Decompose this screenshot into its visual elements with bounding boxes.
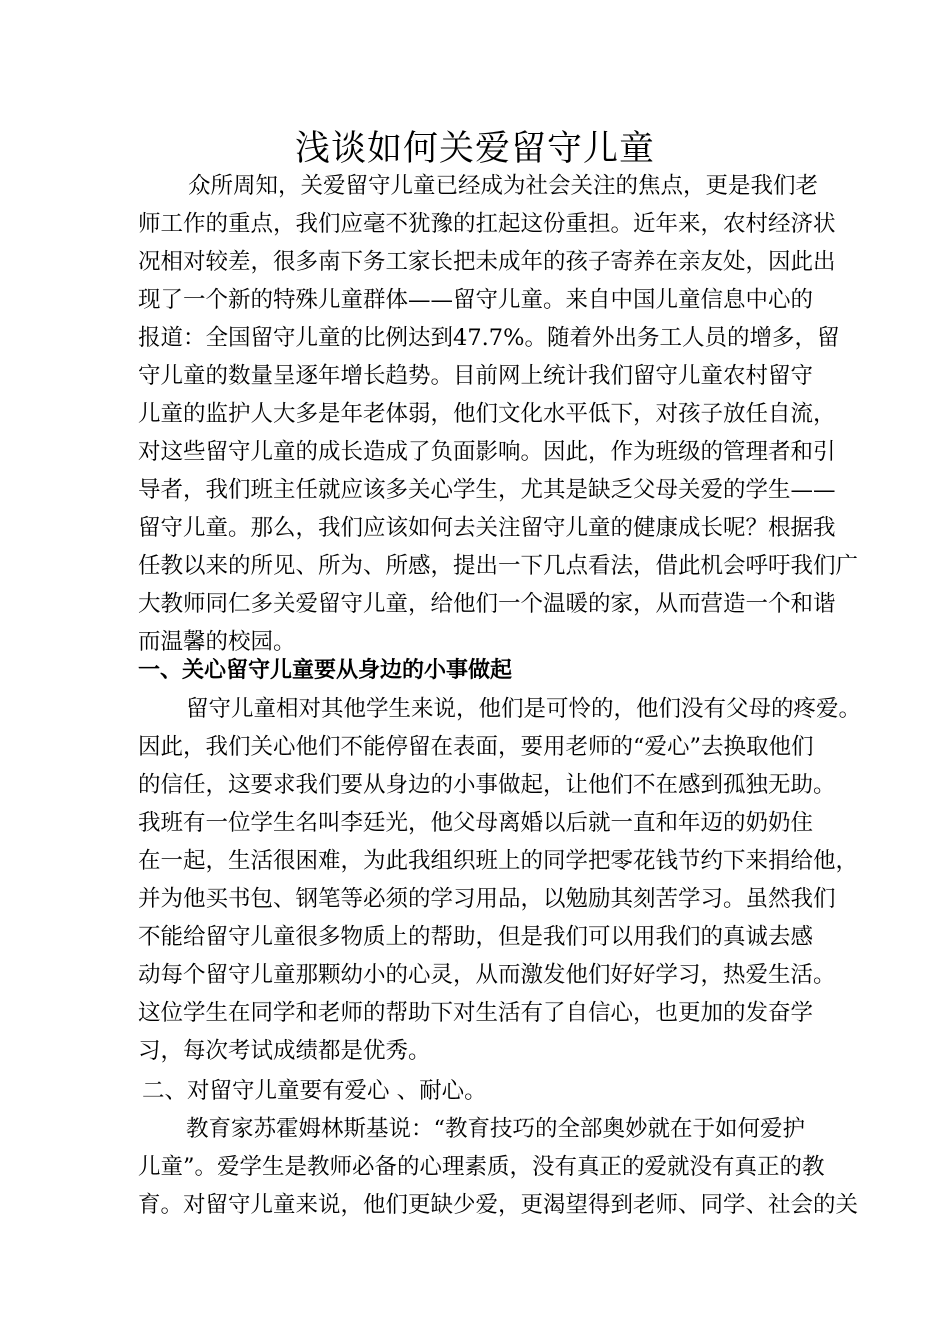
paragraph-line: 任教以来的所见、所为、所感，提出一下几点看法，借此机会呼吁我们广 — [138, 553, 859, 579]
paragraph-line: 导者，我们班主任就应该多关心学生，尤其是缺乏父母关爱的学生—— — [138, 477, 836, 503]
paragraph-line: 师工作的重点，我们应毫不犹豫的扛起这份重担。近年来，农村经济状 — [138, 211, 836, 237]
paragraph-line: 习，每次考试成绩都是优秀。 — [138, 1038, 431, 1064]
paragraph-line: 我班有一位学生名叫李廷光，他父母离婚以后就一直和年迈的奶奶住 — [138, 810, 814, 836]
paragraph-line: 现了一个新的特殊儿童群体——留守儿童。来自中国儿童信息中心的 — [138, 287, 814, 313]
paragraph-line: 留守儿童。那么，我们应该如何去关注留守儿童的健康成长呢？根据我 — [138, 515, 836, 541]
paragraph-line: 并为他买书包、钢笔等必须的学习用品，以勉励其刻苦学习。虽然我们 — [138, 886, 836, 912]
paragraph-line: 儿童”。爱学生是教师必备的心理素质，没有真正的爱就没有真正的教 — [138, 1154, 825, 1180]
paragraph-line: 育。对留守儿童来说，他们更缺少爱，更渴望得到老师、同学、社会的关 — [138, 1192, 859, 1218]
paragraph-line: 况相对较差，很多南下务工家长把未成年的孩子寄养在亲友处，因此出 — [138, 249, 836, 275]
paragraph-line: 留守儿童相对其他学生来说，他们是可怜的，他们没有父母的疼爱。 — [186, 696, 862, 722]
paragraph-line: 儿童的监护人大多是年老体弱，他们文化水平低下，对孩子放任自流， — [138, 401, 836, 427]
paragraph-line: 大教师同仁多关爱留守儿童，给他们一个温暖的家，从而营造一个和谐 — [138, 591, 836, 617]
paragraph-line: 的信任，这要求我们要从身边的小事做起，让他们不在感到孤独无助。 — [138, 772, 836, 798]
paragraph-line: 不能给留守儿童很多物质上的帮助，但是我们可以用我们的真诚去感 — [138, 924, 814, 950]
section-heading-1: 一、关心留守儿童要从身边的小事做起 — [138, 658, 513, 683]
paragraph-line: 报道：全国留守儿童的比例达到47.7%。随着外出务工人员的增多，留 — [138, 325, 840, 351]
paragraph-line: 动每个留守儿童那颗幼小的心灵，从而激发他们好好学习，热爱生活。 — [138, 962, 836, 988]
paragraph-line: 教育家苏霍姆林斯基说：“教育技巧的全部奥妙就在于如何爱护 — [186, 1116, 806, 1142]
paragraph-line: 对这些留守儿童的成长造成了负面影响。因此，作为班级的管理者和引 — [138, 439, 836, 465]
paragraph-line: 因此，我们关心他们不能停留在表面，要用老师的“爱心”去换取他们 — [138, 734, 814, 760]
paragraph-line: 这位学生在同学和老师的帮助下对生活有了自信心，也更加的发奋学 — [138, 1000, 814, 1026]
section-heading-2: 二、对留守儿童要有爱心 、耐心。 — [142, 1078, 487, 1104]
paragraph-line: 在一起，生活很困难，为此我组织班上的同学把零花钱节约下来捐给他， — [138, 848, 859, 874]
document-title: 浅谈如何关爱留守儿童 — [294, 129, 655, 169]
paragraph-line: 守儿童的数量呈逐年增长趋势。目前网上统计我们留守儿童农村留守 — [138, 363, 814, 389]
paragraph-line: 而温馨的校园。 — [138, 629, 296, 655]
paragraph-line: 众所周知，关爱留守儿童已经成为社会关注的焦点，更是我们老 — [188, 173, 819, 199]
